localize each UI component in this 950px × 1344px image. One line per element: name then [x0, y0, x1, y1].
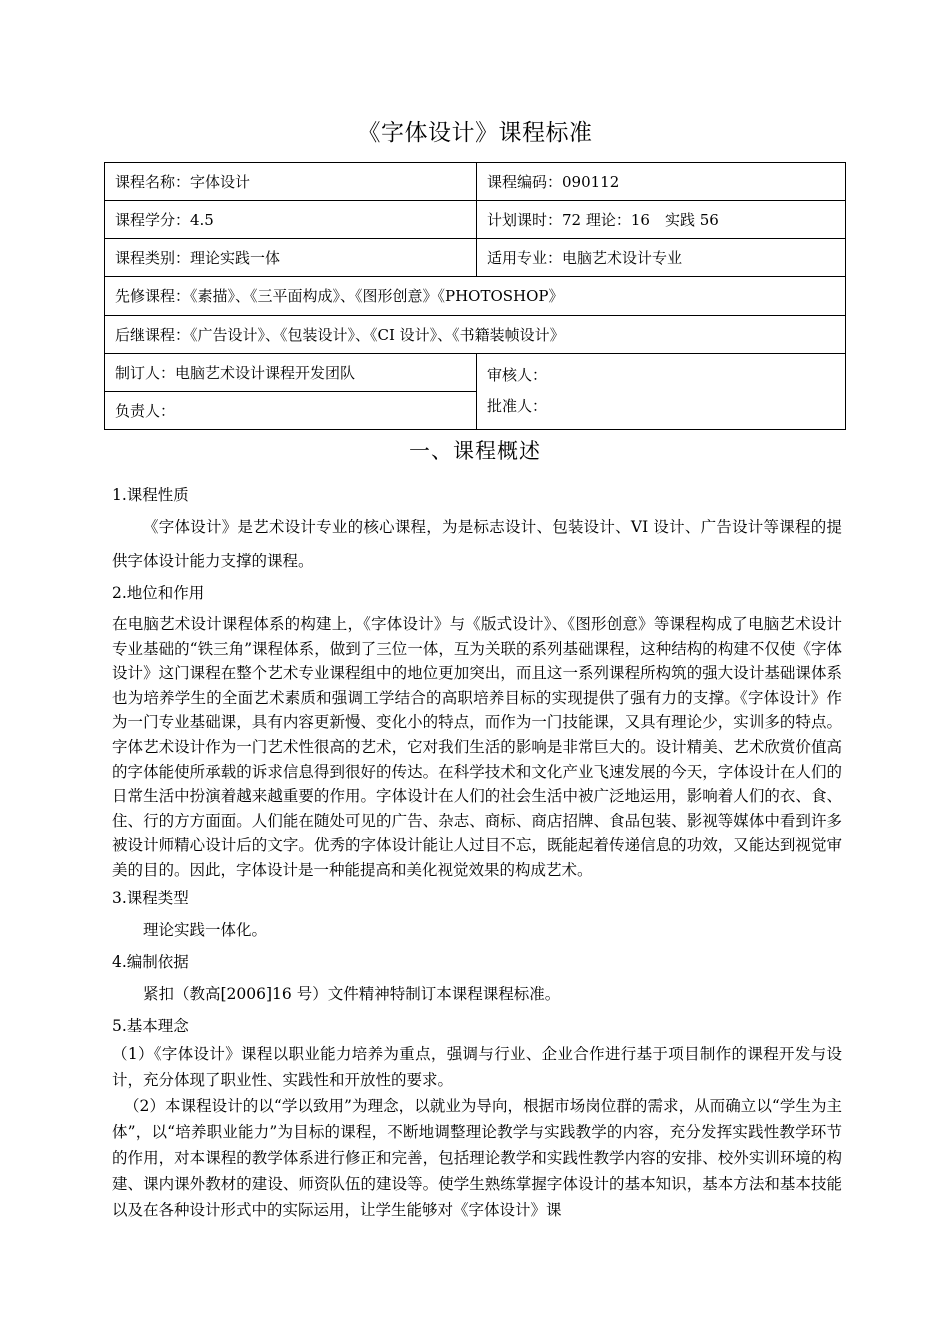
table-row [105, 163, 846, 201]
s2-text: 在电脑艺术设计课程体系的构建上，《字体设计》与《版式设计》、《图形创意》等课程构成了电脑艺术设计专业基础的“铁三角”课程体系，做到了三位一体，互为关联的系列基础课程，这种结构的构建不仅使《字体设计》这门课程在整个艺术专业课程组中的地位更加突出，而且这一系列课程所构筑的强大设计基础课体系也为培养学生的全面艺术素质和强调工学结合的高职培养目标的实现提供了强有力的支撑。《字体设计》作为一门专业基础课，具有内容更新慢、变化小的特点，而作为一门技能课，又具有理论少，实训多的特点。字体艺术设计作为一门艺术性很高的艺术，它对我们生活的影响是非常巨大的。设计精美、艺术欣赏价值高的字体能使所承载的诉求信息得到很好的传达。在科学技术和文化产业飞速发展的今天，字体设计在人们的日常生活中扮演着越来越重要的作用。字体设计在人们的社会生活中被广泛地运用，影响着人们的衣、食、住、行的方方面面。人们能在随处可见的广告、杂志、商标、商店招牌、食品包装、影视等媒体中看到许多被设计师精心设计后的文字。优秀的字体设计能让人过目不忘，既能起着传递信息的功效，又能达到视觉审美的目的。因此，字体设计是一种能提高和美化视觉效果的构成艺术。 [112, 615, 842, 879]
prerequisites-cell: 先修课程：《素描》、《三平面构成》、《图形创意》《PHOTOSHOP》 [105, 277, 846, 315]
s3-heading: 3.课程类型 [112, 888, 189, 907]
followups-cell: 后继课程：《广告设计》、《包装设计》、《CI 设计》、《书籍装帧设计》 [105, 315, 846, 353]
s1-heading: 1.课程性质 [112, 486, 189, 504]
document-title: 《字体设计》课程标准 [357, 120, 593, 146]
table-row [105, 277, 846, 315]
reviewer-label: 审核人： [487, 366, 548, 385]
major-cell: 适用专业：电脑艺术设计专业 [477, 239, 846, 277]
course-name-cell: 课程名称：字体设计 [105, 163, 477, 201]
approver-label: 批准人： [487, 397, 548, 416]
credits-cell: 课程学分：4.5 [105, 201, 477, 239]
review-approve-cell [477, 353, 846, 429]
author-cell: 制订人：电脑艺术设计课程开发团队 [105, 353, 477, 391]
table-row [105, 353, 846, 391]
s5-paragraph-2: （2）本课程设计的以“学以致用”为理念，以就业为导向，根据市场岗位群的需求，从而确立以“学生为主体”，以“培养职业能力”为目标的课程，不断地调整理论教学与实践教学的内容，充分发挥实践性教学环节的作用，对本课程的教学体系进行修正和完善，包括理论教学和实践性教学内容的安排、校外实训环境的构建、课内课外教材的建设、师资队伍的建设等。使学生熟练掌握字体设计的基本知识，基本方法和基本技能以及在各种设计形式中的实际运用，让学生能够对《字体设计》课 [112, 1096, 842, 1219]
s4-heading: 4.编制依据 [112, 952, 189, 971]
s5-heading: 5.基本理念 [112, 1016, 189, 1035]
s4-text: 紧扣（教高[2006]16 号）文件精神特制订本课程课程标准。 [143, 984, 561, 1003]
s3-text: 理论实践一体化。 [143, 920, 268, 939]
s5-paragraph-1: （1）《字体设计》课程以职业能力培养为重点，强调与行业、企业合作进行基于项目制作的课程开发与设计，充分体现了职业性、实践性和开放性的要求。 [112, 1044, 842, 1089]
table-row [105, 239, 846, 277]
category-cell: 课程类别：理论实践一体 [105, 239, 477, 277]
s1-text: 《字体设计》是艺术设计专业的核心课程，为是标志设计、包装设计、VI 设计、广告设计等课程的提供字体设计能力支撑的课程。 [112, 518, 842, 570]
section-heading: 一、课程概述 [409, 439, 541, 463]
document-body [112, 480, 842, 1223]
course-code-cell: 课程编码：090112 [477, 163, 846, 201]
table-row [105, 315, 846, 353]
table-row [105, 201, 846, 239]
hours-cell: 计划课时：72 理论：16 实践 56 [477, 201, 846, 239]
course-info-table [104, 162, 846, 430]
responsible-cell: 负责人： [105, 391, 477, 429]
s2-heading: 2.地位和作用 [112, 584, 205, 602]
